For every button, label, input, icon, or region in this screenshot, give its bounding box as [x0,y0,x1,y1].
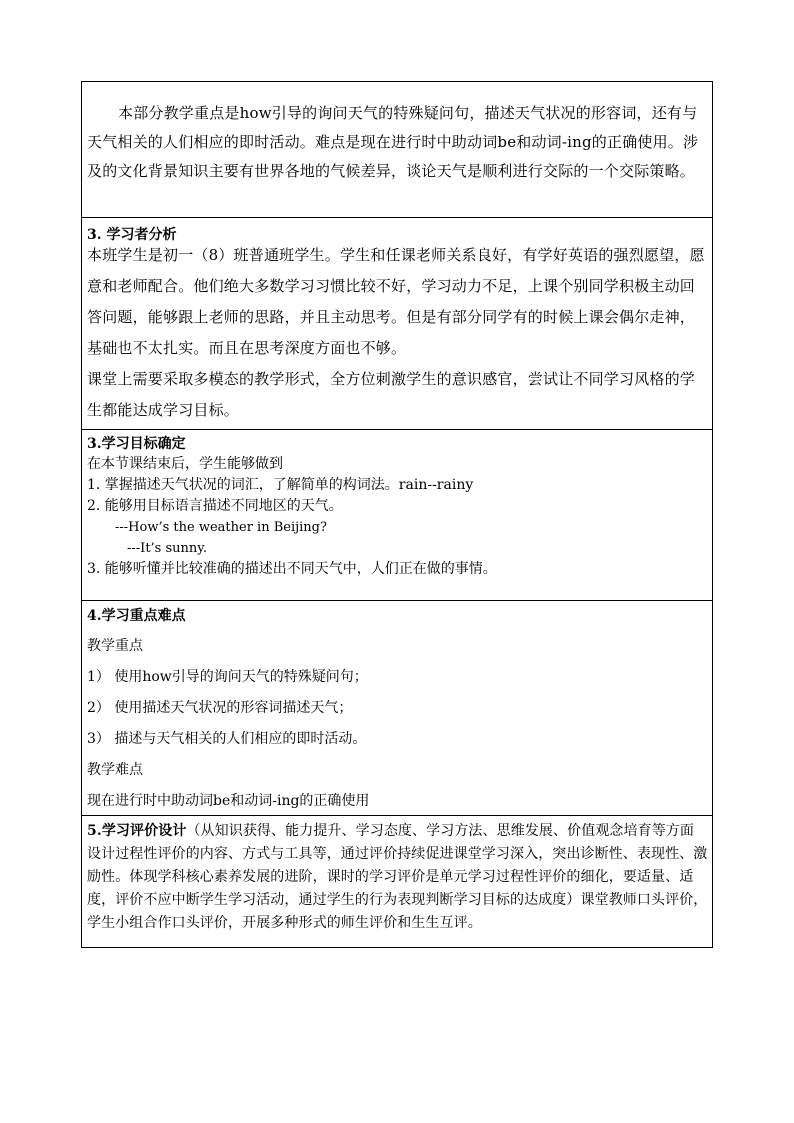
teaching-difficulty-label: 教学难点 [87,762,143,778]
lesson-plan-table [81,81,713,948]
learner-analysis-para2: 课堂上需要采取多模态的教学形式，全方位刺激学生的意识感官，尝试让不同学习风格的学生都能达成学习目标。 [87,370,696,419]
objective-item-2: 2. 能够用目标语言描述不同地区的天气。 [87,498,343,514]
objective-item-3: 3. 能够听懂并比较准确的描述出不同天气中，人们正在做的事情。 [87,561,497,577]
cell-evaluation [82,816,713,948]
row-objectives [82,430,713,601]
objective-dialog-answer: ---It’s sunny. [127,541,208,556]
objective-item-1: 1. 掌握描述天气状况的词汇，了解简单的构词法。rain--rainy [87,477,474,493]
focus-item-2: 2） 使用描述天气状况的形容词描述天气； [87,700,353,716]
key-points-heading: 4.学习重点难点 [87,608,186,624]
teaching-focus-label: 教学重点 [87,638,143,654]
evaluation-text: （从知识获得、能力提升、学习态度、学习方法、思维发展、价值观念培育等方面设计过程性评价的内容、方式与工具等，通过评价持续促进课堂学习深入，突出诊断性、表现性、激励性。体现学科核心素养发展的进阶，课时的学习评价是单元学习过程性评价的细化，要适量、适度，评价不应中断学生学习活动，通过学生的行为表现判断学习目标的达成度）课堂教师口头评价，学生小组合作口头评价，开展多种形式的师生评价和生生互评。 [87,823,708,931]
cell-key-points [82,601,713,816]
objectives-heading: 3.学习目标确定 [87,436,186,452]
cell-objectives [82,430,713,601]
difficulty-item-1: 现在进行时中助动词be和动词-ing的正确使用 [87,793,370,809]
objectives-intro: 在本节课结束后，学生能够做到 [87,456,283,472]
evaluation-paragraph [87,816,708,935]
row-evaluation [82,816,713,948]
cell-learner-analysis [82,218,713,430]
learner-analysis-para1: 本班学生是初一（8）班普通班学生。学生和任课老师关系良好，有学好英语的强烈愿望，愿意和老师配合。他们绝大多数学习习惯比较不好，学习动力不足，上课个别同学积极主动回答问题，能够跟上老师的思路，并且主动思考。但是有部分同学有的时候上课会偶尔走神，基础也不太扎实。而且在思考深度方面也不够。 [87,246,705,357]
teaching-focus-text: 本部分教学重点是how引导的询问天气的特殊疑问句，描述天气状况的形容词，还有与天气相关的人们相应的即时活动。难点是现在进行时中助动词be和动词-ing的正确使用。涉及的文化背景知识主要有世界各地的气候差异，谈论天气是顺利进行交际的一个交际策略。 [87,104,699,180]
focus-item-1: 1） 使用how引导的询问天气的特殊疑问句； [87,669,368,685]
row-key-points [82,601,713,816]
row-learner-analysis [82,218,713,430]
row-teaching-focus [82,82,713,218]
objective-dialog-question: ---How’s the weather in Beijing? [115,520,327,535]
focus-item-3: 3） 描述与天气相关的人们相应的即时活动。 [87,731,367,747]
cell-teaching-focus [82,82,713,218]
learner-analysis-heading: 3. 学习者分析 [87,227,177,243]
evaluation-heading: 5.学习评价设计 [87,823,187,839]
